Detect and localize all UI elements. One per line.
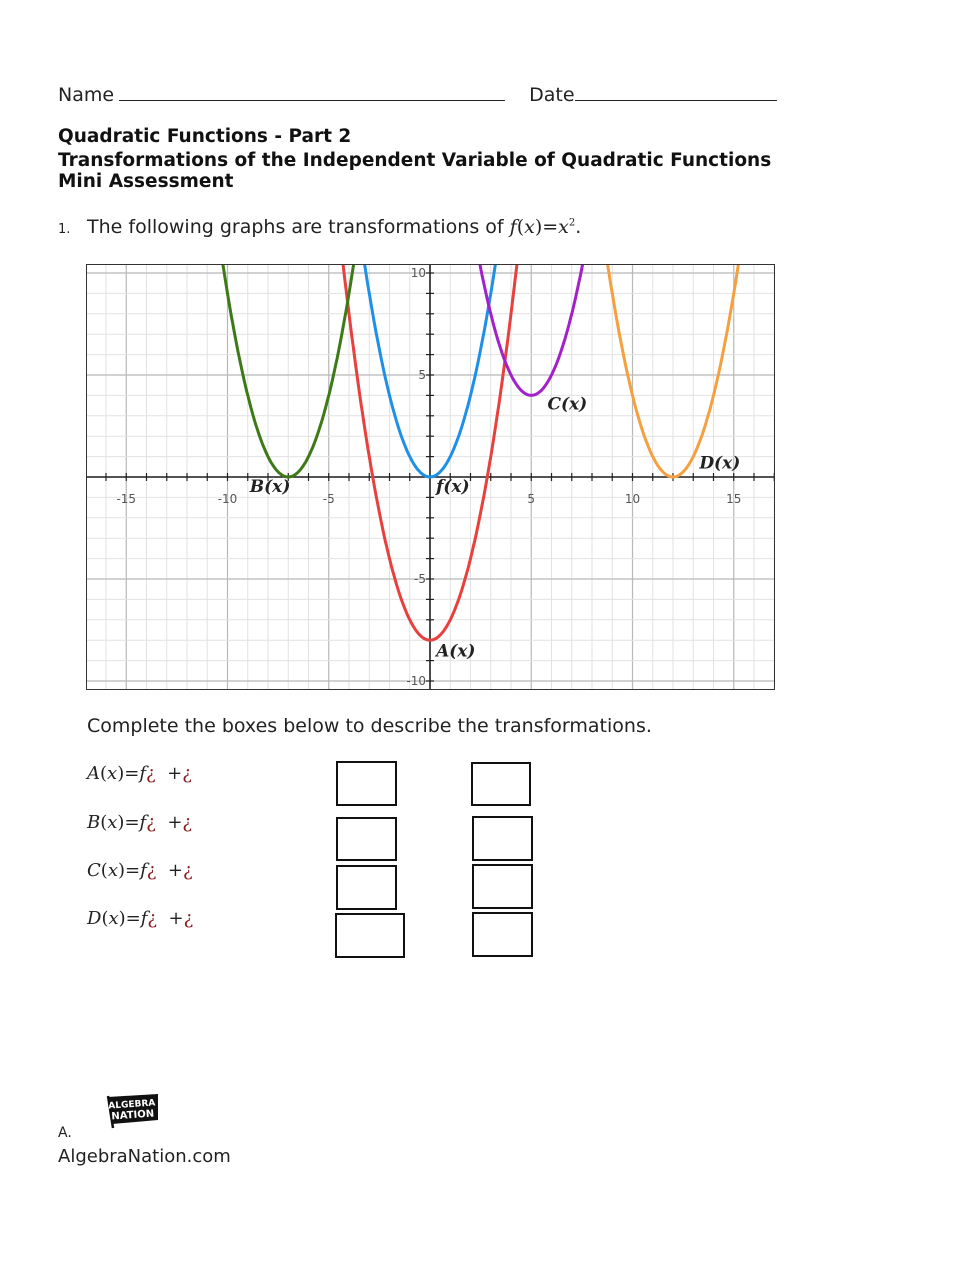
instructions: Complete the boxes below to describe the transformations. [87,715,652,737]
y-tick-label: -10 [406,674,426,688]
title-line-1: Quadratic Functions - Part 2 [58,126,352,147]
x-tick-label: 5 [527,492,536,506]
svg-text:ALGEBRA: ALGEBRA [108,1098,156,1112]
x-tick-label: 15 [726,492,742,506]
answer-box-c-2[interactable] [472,864,533,909]
graph-svg [87,265,774,689]
y-tick-label: -5 [414,572,426,586]
parabola-graph [86,264,775,690]
question-number: 1. [58,222,71,237]
label-a: A(x) [436,641,476,662]
answer-box-a-2[interactable] [471,762,531,806]
question-math: $f(x)=x^2$ [509,216,576,238]
answer-box-d-1[interactable] [335,913,405,958]
footer-site-link[interactable]: AlgebraNation.com [58,1146,231,1167]
answer-box-b-2[interactable] [472,816,533,861]
question-prompt: The following graphs are transformations of [87,216,510,238]
answer-box-b-1[interactable] [336,817,397,861]
title-line-3: Mini Assessment [58,171,234,192]
y-tick-label: 5 [418,368,426,382]
x-tick-label: -5 [322,492,335,506]
footer-letter: A. [58,1125,72,1141]
x-tick-label: -10 [217,492,238,506]
name-label: Name [58,84,115,106]
algebra-nation-logo [104,1094,164,1130]
equation-b: B(x)=f¿ +¿ [87,812,193,833]
x-tick-label: -15 [116,492,137,506]
date-field[interactable] [575,81,777,101]
label-b: B(x) [249,477,291,498]
equation-a: A(x)=f¿ +¿ [87,763,192,784]
answer-box-a-1[interactable] [336,761,397,806]
answer-box-d-2[interactable] [472,912,533,957]
equation-d: D(x)=f¿ +¿ [87,908,194,929]
question-text: The following graphs are transformations of $f(x)=x^2$. [87,216,582,238]
x-tick-label: 10 [624,492,641,506]
name-field[interactable] [119,81,505,101]
svg-text:NATION: NATION [111,1108,155,1123]
label-d: D(x) [699,453,741,474]
label-c: C(x) [547,394,588,415]
label-f: f(x) [436,477,470,498]
equation-c: C(x)=f¿ +¿ [87,860,193,881]
date-label: Date [529,84,575,106]
y-tick-label: 10 [410,266,426,280]
name-date-line [58,81,777,106]
title-line-2: Transformations of the Independent Variable of Quadratic Functions [58,150,772,171]
answer-box-c-1[interactable] [336,865,397,910]
